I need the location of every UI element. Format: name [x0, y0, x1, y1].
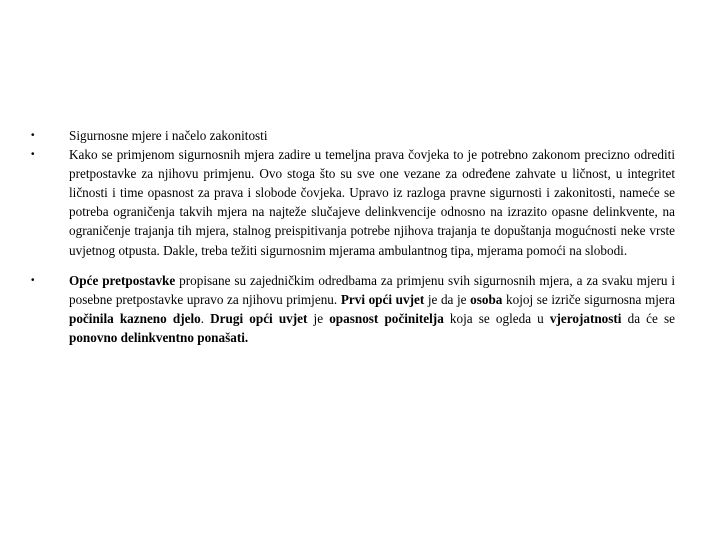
text-segment: je da je — [424, 291, 471, 307]
text-segment: propisane su zajedničkim odredbama za primjenu svih sigurnosnih mjera, a za svaku mjeru i posebne pretpostavke upravo za njihovu primjenu. — [69, 272, 676, 307]
bullet-icon: • — [31, 149, 35, 161]
text-segment: da će se — [621, 310, 676, 326]
bullet-text — [69, 126, 675, 145]
text-segment: kojoj se izriče sigurnosna mjera — [502, 291, 676, 307]
text-segment: Kako se primjenom sigurnosnih mjera zadire u temeljna prava čovjeka to je potrebno zakonom precizno odrediti pretpostavke za njihovu primjenu. Ovo stoga što su sve one vezane za određene zahvate u ličnost, u integritet ličnosti i time opasnost za prava i slobode čovjeka. Upravo iz razloga pravne sigurnosti i zakonitosti, nameće se potreba ograničenja takvih mjera na najteže slučajeve delinkvencije odnosno na izrazito opasne delinkvente, na ograničenje trajanja tih mjera, stalnog preispitivanja potrebe njihova trajanja te dopuštanja mogućnosti neke vrste uvjetnog otpusta. Dakle, treba težiti sigurnosnim mjerama ambulantnog tipa, mjerama pomoći na slobodi. — [69, 147, 675, 258]
bold-segment: Prvi opći uvjet — [340, 291, 425, 307]
text-segment: je — [307, 310, 330, 326]
bold-segment: Opće pretpostavke — [69, 272, 176, 288]
bullet-text — [69, 271, 675, 347]
bold-segment: osoba — [470, 291, 503, 307]
text-segment: . — [200, 310, 211, 326]
bullet-item-paragraph — [30, 145, 675, 260]
bold-segment: opasnost počinitelja — [329, 310, 444, 326]
bold-segment: vjerojatnosti — [549, 310, 622, 326]
bold-segment: počinila kazneno djelo — [69, 310, 201, 326]
bullet-icon: • — [31, 274, 35, 286]
bullet-item-conditions — [30, 271, 675, 347]
bullet-icon: • — [31, 130, 35, 141]
bold-segment: Drugi opći uvjet — [210, 310, 308, 326]
text-segment: Sigurnosne mjere i načelo zakonitosti — [69, 128, 268, 143]
bullet-item-title — [30, 126, 675, 145]
bullet-list — [30, 126, 675, 347]
bold-segment: ponovno delinkventno ponašati. — [69, 329, 249, 345]
text-segment: koja se ogleda u — [443, 310, 550, 326]
bullet-text — [69, 145, 675, 260]
